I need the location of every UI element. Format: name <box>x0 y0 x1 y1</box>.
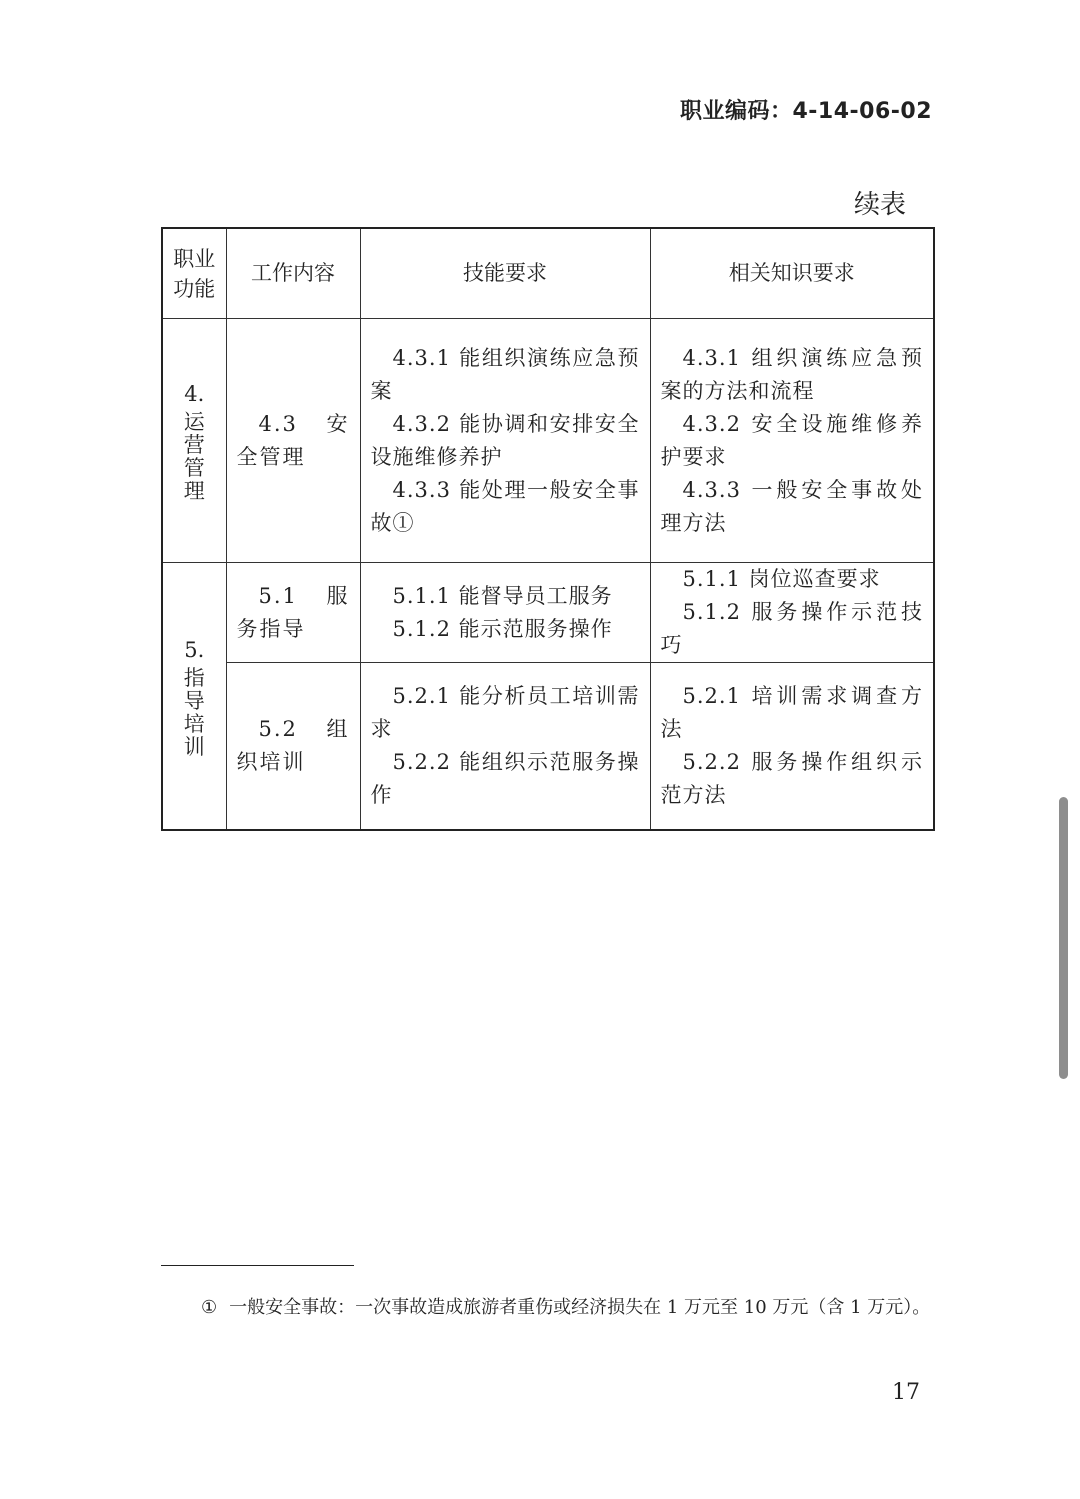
work-content: 5.1 服务指导 <box>236 583 350 641</box>
footnote-text: 一般安全事故：一次事故造成旅游者重伤或经济损失在 1 万元至 10 万元（含 1 万元）。 <box>229 1297 931 1318</box>
table-row <box>162 319 934 563</box>
skills-cell <box>360 563 650 663</box>
knowledge-item: 4.3.1 组织演练应急预案的方法和流程 <box>660 345 923 403</box>
header-skill-requirements: 技能要求 <box>360 228 650 319</box>
page-number: 17 <box>892 1380 920 1405</box>
work-content-cell <box>226 319 360 563</box>
work-content-cell <box>226 563 360 663</box>
scrollbar-thumb[interactable] <box>1059 797 1068 1079</box>
knowledge-item: 5.2.1 培训需求调查方法 <box>660 684 923 741</box>
table-header-row <box>162 228 934 319</box>
work-content-cell <box>226 663 360 831</box>
knowledge-item: 5.1.2 服务操作示范技巧 <box>660 600 923 657</box>
knowledge-item: 5.1.1 岗位巡查要求 <box>682 567 881 591</box>
work-content: 4.3 安全管理 <box>236 411 350 469</box>
skill-item: 5.2.2 能组织示范服务操作 <box>370 750 640 807</box>
function-number: 4. <box>184 382 205 406</box>
skills-cell <box>360 319 650 563</box>
table-row <box>162 663 934 831</box>
skill-item: 5.1.1 能督导员工服务 <box>392 583 613 608</box>
knowledge-cell <box>650 663 934 831</box>
skill-item: 4.3.2 能协调和安排安全设施维修养护 <box>370 411 640 469</box>
table-row <box>162 563 934 663</box>
knowledge-item: 4.3.3 一般安全事故处理方法 <box>660 477 923 535</box>
function-name: 运营管理 <box>183 410 205 503</box>
header-work-content: 工作内容 <box>226 228 360 319</box>
skill-item: 4.3.3 能处理一般安全事故① <box>370 477 640 535</box>
function-cell-operations <box>162 319 226 563</box>
header-function: 职业功能 <box>162 228 226 319</box>
table-continued-label: 续表 <box>853 190 906 220</box>
knowledge-item: 5.2.2 服务操作组织示范方法 <box>660 750 923 807</box>
knowledge-item: 4.3.2 安全设施维修养护要求 <box>660 411 923 469</box>
function-cell-training <box>162 563 226 831</box>
function-number: 5. <box>184 637 205 662</box>
skill-item: 4.3.1 能组织演练应急预案 <box>370 345 640 403</box>
skill-item: 5.1.2 能示范服务操作 <box>392 616 613 641</box>
work-content: 5.2 组织培训 <box>236 717 350 774</box>
function-name: 指导培训 <box>183 665 205 759</box>
knowledge-cell <box>650 563 934 663</box>
skill-item: 5.2.1 能分析员工培训需求 <box>370 684 640 741</box>
knowledge-cell <box>650 319 934 563</box>
skills-table <box>161 227 935 831</box>
footnote-divider <box>161 1265 354 1266</box>
occupation-code: 职业编码：4-14-06-02 <box>679 99 932 124</box>
skills-cell <box>360 663 650 831</box>
footnote <box>161 1292 933 1324</box>
header-knowledge-requirements: 相关知识要求 <box>650 228 934 319</box>
footnote-mark: ① <box>201 1297 218 1318</box>
